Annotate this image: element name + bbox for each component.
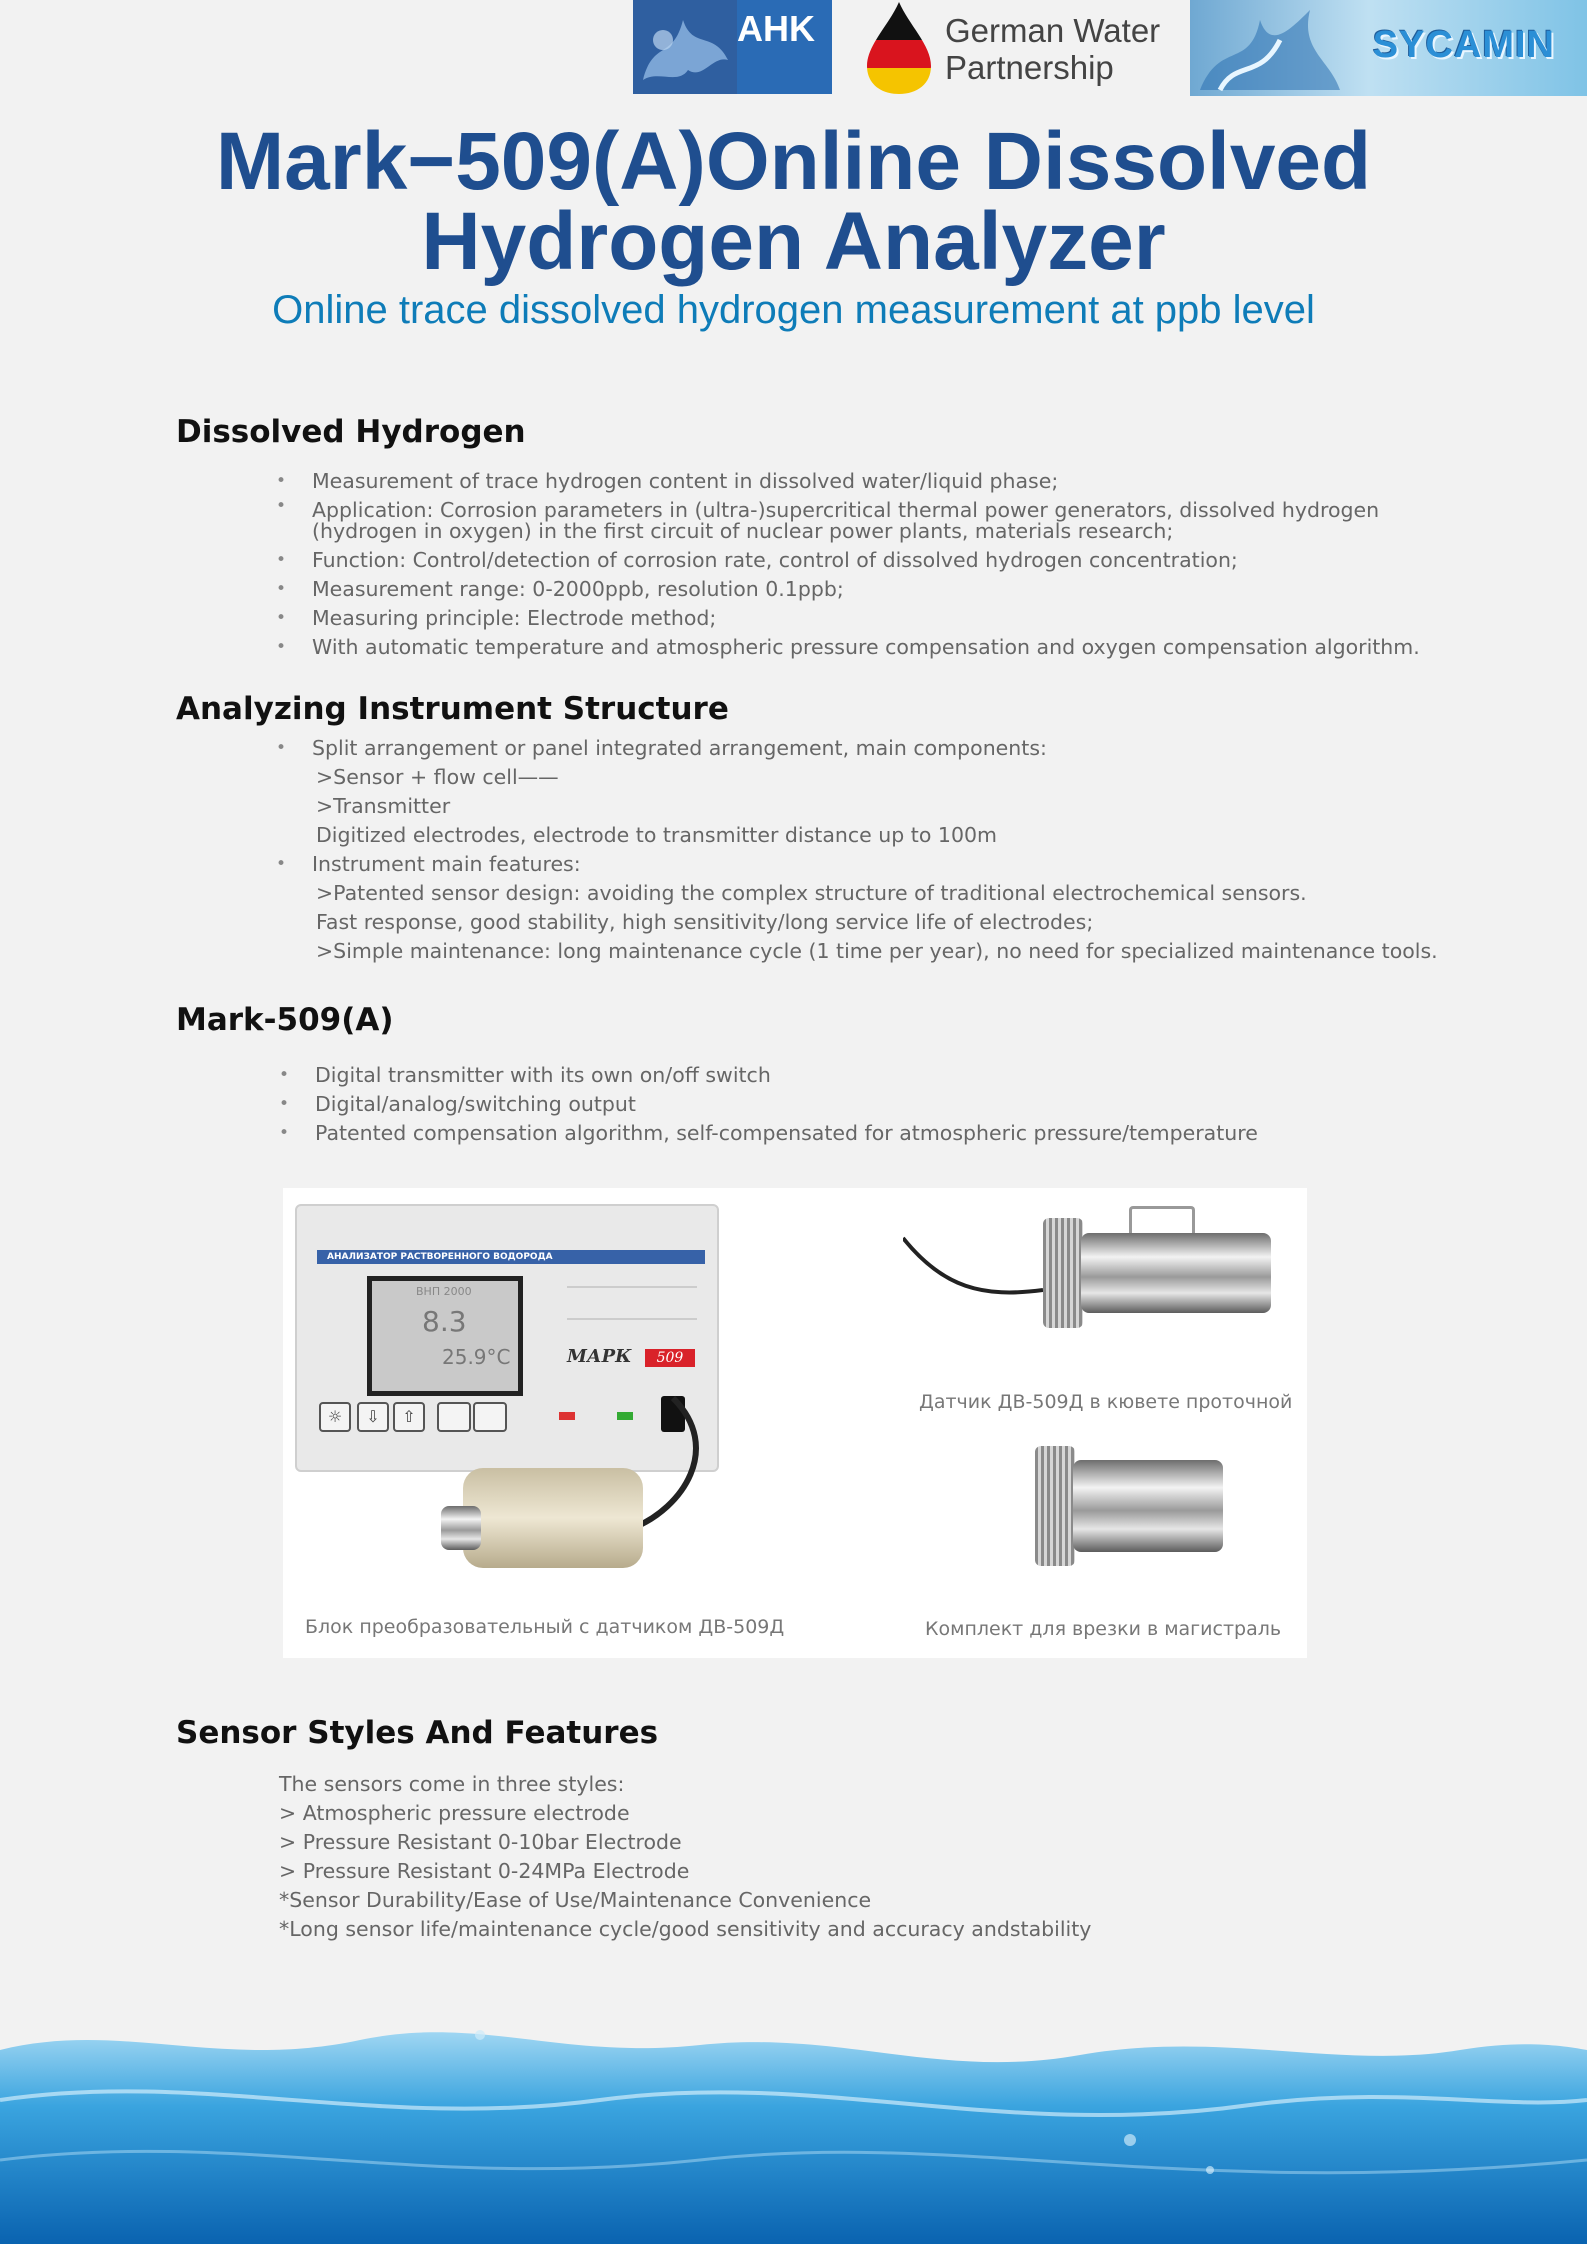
up-button[interactable]: ⇧: [393, 1402, 425, 1432]
german-water-partnership-logo: [855, 0, 1175, 96]
sensor-styles-lines: [279, 1770, 1379, 1944]
inline-kit-knurl: [1035, 1446, 1075, 1566]
mark-509a-list: [279, 1061, 1379, 1148]
list-item: • Patented compensation algorithm, self-compensated for atmospheric pressure/temperature: [279, 1119, 1379, 1148]
sub-line: >Patented sensor design: avoiding the complex structure of traditional electrochemical sensors.: [316, 881, 1307, 905]
list-item: > Atmospheric pressure electrode: [279, 1801, 630, 1825]
list-item: • Digital transmitter with its own on/off switch: [279, 1061, 1379, 1090]
sensor-cable: [903, 1228, 1043, 1308]
list-item: • With automatic temperature and atmospheric pressure compensation and oxygen compensation algorithm.: [276, 633, 1446, 662]
ahk-logo: [633, 0, 832, 94]
gwp-line-2: Partnership: [945, 49, 1114, 86]
section-heading-sensor-styles: Sensor Styles And Features: [176, 1715, 659, 1751]
sycamin-logo: [1190, 0, 1587, 96]
list-item: • Function: Control/detection of corrosion rate, control of dissolved hydrogen concentration;: [276, 546, 1446, 575]
sub-line: Digitized electrodes, electrode to transmitter distance up to 100m: [316, 823, 997, 847]
title-line-1: Mark−509(A)Online Dissolved: [215, 116, 1372, 207]
list-item: [276, 734, 1456, 850]
ahk-logo-text: AHK: [737, 8, 815, 49]
brand-logo: МАРК 509: [567, 1346, 697, 1370]
instrument-structure-list: [276, 734, 1456, 966]
list-item: > Pressure Resistant 0-10bar Electrode: [279, 1830, 682, 1854]
dragon-icon: [633, 0, 737, 94]
caption-left: Блок преобразовательный с датчиком ДВ-509Д: [305, 1616, 785, 1638]
caption-bottom-right: Комплект для врезки в магистраль: [925, 1618, 1282, 1640]
product-image: [283, 1188, 1307, 1658]
list-item-text: Instrument main features:: [312, 852, 581, 876]
screen-value: 8.3: [422, 1305, 467, 1338]
list-item: > Pressure Resistant 0-24MPa Electrode: [279, 1859, 690, 1883]
list-item: *Sensor Durability/Ease of Use/Maintenance Convenience: [279, 1888, 872, 1912]
water-splash-icon: [1190, 0, 1350, 96]
dissolved-hydrogen-list: [276, 467, 1446, 662]
list-item: The sensors come in three styles:: [279, 1772, 625, 1796]
settings-button[interactable]: ☼: [319, 1402, 351, 1432]
list-item: • Measurement of trace hydrogen content in dissolved water/liquid phase;: [276, 467, 1446, 496]
sensor-flow-cell: [1081, 1233, 1271, 1313]
page-title: [0, 116, 1587, 287]
list-item: • Measurement range: 0-2000ppb, resolution 0.1ppb;: [276, 575, 1446, 604]
water-waves-footer: [0, 2010, 1587, 2244]
sub-line: >Simple maintenance: long maintenance cycle (1 time per year), no need for specialized maintenance tools.: [316, 939, 1438, 963]
screen-temperature: 25.9°C: [442, 1345, 511, 1369]
flag-drop-icon: [859, 0, 939, 96]
caption-top-right: Датчик ДВ-509Д в кювете проточной: [919, 1391, 1293, 1413]
section-heading-instrument-structure: Analyzing Instrument Structure: [176, 691, 729, 727]
sub-line: >Sensor + flow cell——: [316, 765, 559, 789]
sycamin-logo-text: SYCAMIN: [1372, 24, 1555, 66]
list-item: *Long sensor life/maintenance cycle/good sensitivity and accuracy andstability: [279, 1917, 1092, 1941]
list-item: • Application: Corrosion parameters in (ultra-)supercritical thermal power generators, dissolved hydrogen (hydrogen in oxygen) in the first circuit of nuclear power plants, materials research;: [276, 496, 1446, 546]
device-header-text: АНАЛИЗАТОР РАСТВОРЕННОГО ВОДОРОДА: [327, 1252, 553, 1262]
sub-line: >Transmitter: [316, 794, 451, 818]
list-item: • Measuring principle: Electrode method;: [276, 604, 1446, 633]
sub-line: Fast response, good stability, high sensitivity/long service life of electrodes;: [316, 910, 1094, 934]
page-subtitle: Online trace dissolved hydrogen measurement at ppb level: [272, 288, 1315, 332]
down-button[interactable]: ⇩: [357, 1402, 389, 1432]
list-item: [276, 850, 1456, 966]
list-item-text: Split arrangement or panel integrated arrangement, main components:: [312, 736, 1047, 760]
screen-unit: ВНП 2000: [416, 1285, 472, 1298]
section-heading-mark-509a: Mark-509(A): [176, 1002, 394, 1038]
title-line-2: Hydrogen Analyzer: [421, 196, 1166, 287]
sensor-knurl: [1043, 1218, 1083, 1328]
gwp-line-1: German Water: [945, 12, 1161, 49]
inline-kit-body: [1073, 1460, 1223, 1552]
device-screen: [367, 1276, 523, 1396]
list-item: • Digital/analog/switching output: [279, 1090, 1379, 1119]
main-electrode: [463, 1468, 643, 1568]
section-heading-dissolved-hydrogen: Dissolved Hydrogen: [176, 414, 526, 450]
